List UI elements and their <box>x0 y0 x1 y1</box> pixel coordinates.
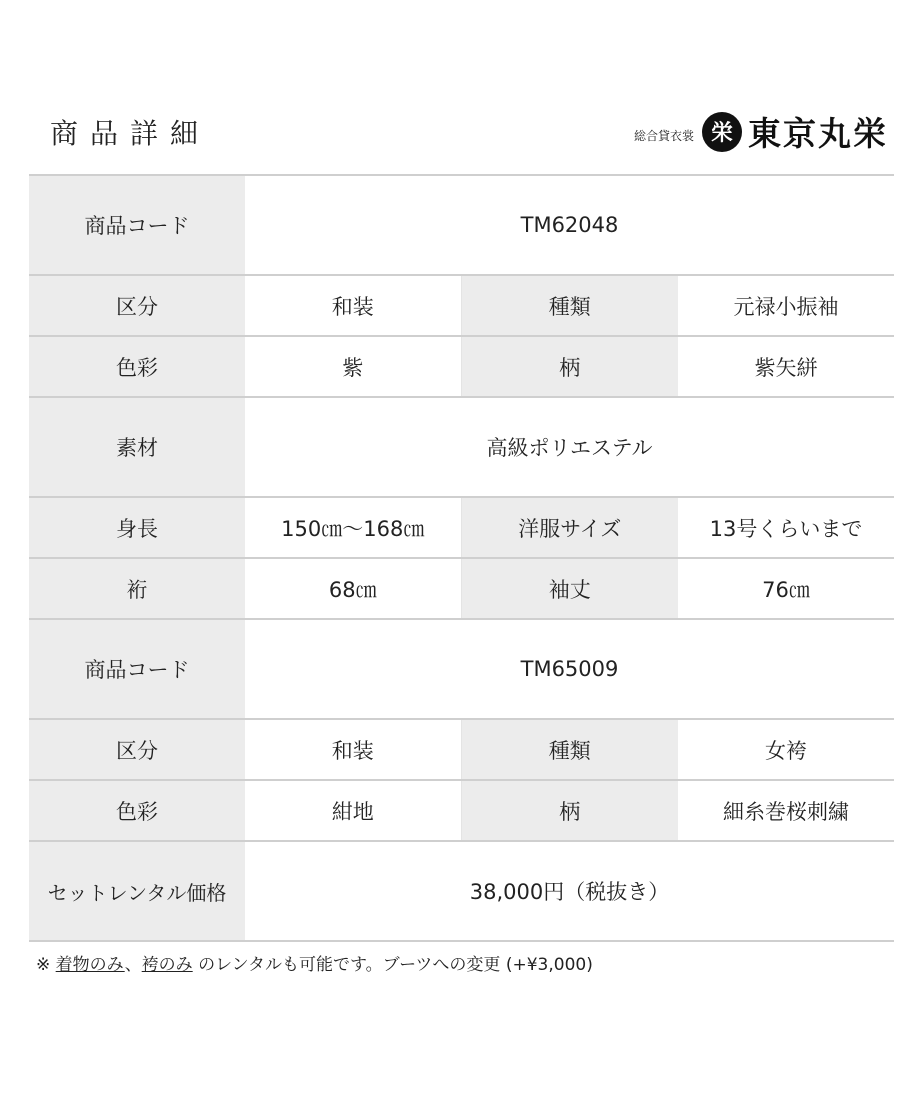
table-row <box>29 780 894 841</box>
shikisai-label: 色彩 <box>29 780 245 841</box>
kubun-label: 区分 <box>29 275 245 336</box>
code-label: 商品コード <box>29 175 245 275</box>
table-row <box>29 619 894 719</box>
product-code-value: TM65009 <box>245 619 894 719</box>
code-label: 商品コード <box>29 619 245 719</box>
table-row <box>29 558 894 619</box>
brand-logo <box>634 108 888 155</box>
footnote <box>36 950 593 975</box>
sozai-label: 素材 <box>29 397 245 497</box>
gara-label: 柄 <box>461 336 678 397</box>
brand-name: 東京丸栄 <box>748 114 888 153</box>
shurui-value: 元禄小振袖 <box>678 275 894 336</box>
note-separator: 、 <box>124 955 142 975</box>
size-label: 洋服サイズ <box>461 497 678 558</box>
price-value: 38,000円（税抜き） <box>245 841 894 941</box>
shikisai-value: 紫 <box>245 336 461 397</box>
kubun-label: 区分 <box>29 719 245 780</box>
kubun-value: 和装 <box>245 275 461 336</box>
shikisai-value: 紺地 <box>245 780 461 841</box>
kimono-only-link[interactable]: 着物のみ <box>55 955 125 975</box>
gara-value: 細糸巻桜刺繍 <box>678 780 894 841</box>
size-value: 13号くらいまで <box>678 497 894 558</box>
product-spec-table <box>29 174 894 942</box>
yuki-label: 裄 <box>29 558 245 619</box>
yuki-value: 68㎝ <box>245 558 461 619</box>
table-row <box>29 175 894 275</box>
gara-label: 柄 <box>461 780 678 841</box>
shurui-value: 女袴 <box>678 719 894 780</box>
kubun-value: 和装 <box>245 719 461 780</box>
table-row <box>29 397 894 497</box>
note-text: のレンタルも可能です。ブーツへの変更 (+¥3,000) <box>192 955 593 975</box>
note-prefix: ※ <box>36 955 56 975</box>
shurui-label: 種類 <box>461 275 678 336</box>
hakama-only-link[interactable]: 袴のみ <box>141 955 193 975</box>
sodetake-label: 袖丈 <box>461 558 678 619</box>
brand-emblem-icon: 栄 <box>702 112 742 152</box>
table-row <box>29 497 894 558</box>
price-label: セットレンタル価格 <box>29 841 245 941</box>
sozai-value: 高級ポリエステル <box>245 397 894 497</box>
shikisai-label: 色彩 <box>29 336 245 397</box>
brand-subtitle: 総合貸衣裳 <box>633 129 694 143</box>
shurui-label: 種類 <box>461 719 678 780</box>
product-code-value: TM62048 <box>245 175 894 275</box>
page-title: 商品詳細 <box>50 117 211 150</box>
sodetake-value: 76㎝ <box>678 558 894 619</box>
gara-value: 紫矢絣 <box>678 336 894 397</box>
table-row <box>29 719 894 780</box>
table-row <box>29 275 894 336</box>
table-row <box>29 336 894 397</box>
shincho-value: 150㎝～168㎝ <box>245 497 461 558</box>
table-row <box>29 841 894 941</box>
shincho-label: 身長 <box>29 497 245 558</box>
